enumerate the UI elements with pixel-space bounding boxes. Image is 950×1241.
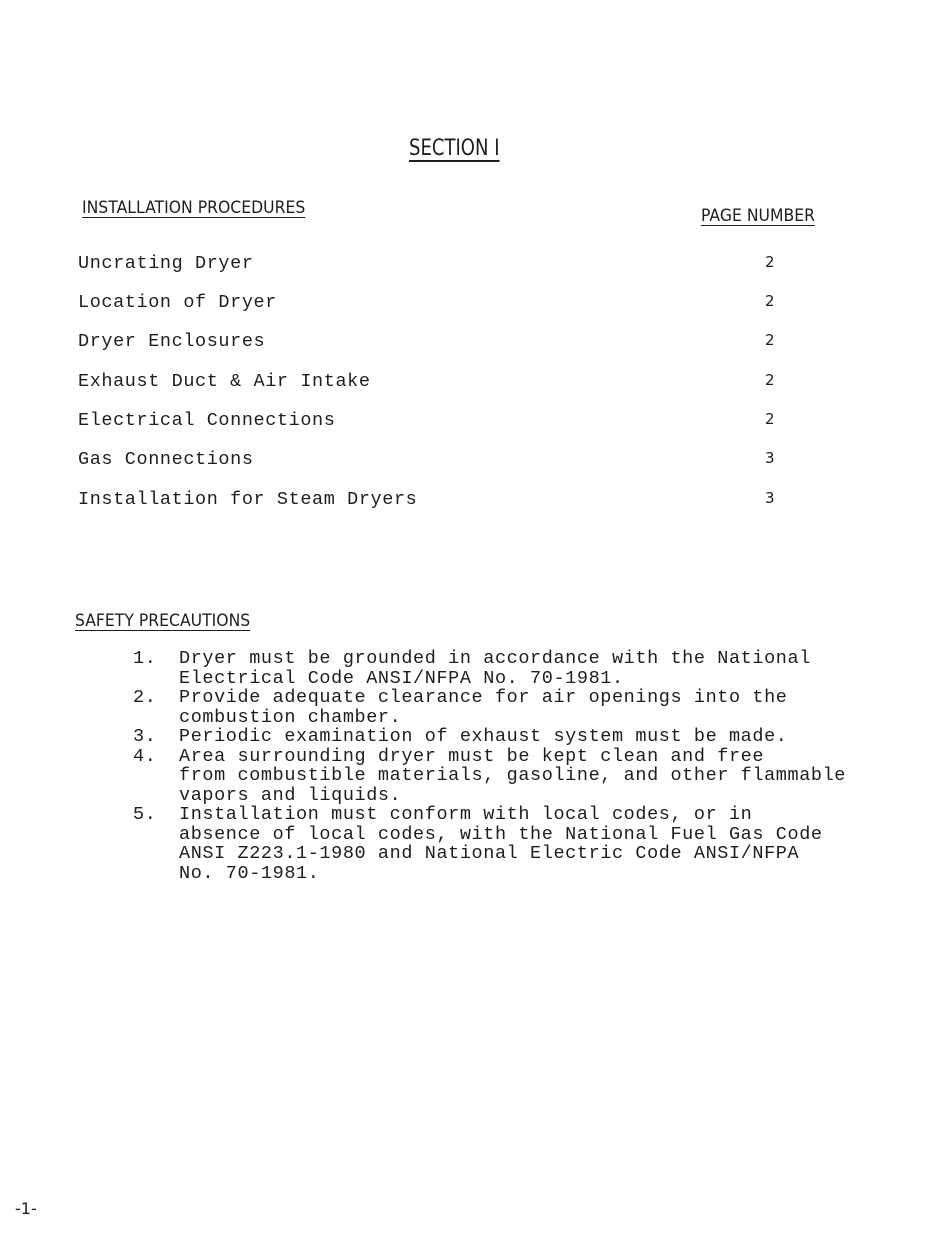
list-item <box>133 747 893 806</box>
page-number-heading: PAGE NUMBER <box>701 206 815 226</box>
safety-list <box>133 649 893 883</box>
toc-label: Gas Connections <box>78 449 254 470</box>
safety-heading: SAFETY PRECAUTIONS <box>75 611 251 631</box>
toc-label: Electrical Connections <box>78 410 336 431</box>
section-title: SECTION I <box>409 136 500 161</box>
toc-label: Installation for Steam Dryers <box>78 489 418 510</box>
toc-label: Exhaust Duct & Air Intake <box>78 371 371 392</box>
list-item <box>133 649 893 688</box>
toc-row <box>78 253 798 277</box>
toc-page: 2 <box>765 292 775 310</box>
toc-page: 2 <box>765 331 775 349</box>
list-item <box>133 805 893 883</box>
toc-page: 3 <box>765 489 775 507</box>
toc-label: Dryer Enclosures <box>78 331 266 352</box>
item-number: 2. <box>133 687 157 708</box>
toc-row <box>78 410 798 434</box>
installation-heading: INSTALLATION PROCEDURES <box>82 198 306 218</box>
list-item <box>133 688 893 727</box>
toc-label: Uncrating Dryer <box>78 253 254 274</box>
item-text: Installation must conform with local codes, or in absence of local codes, with the National Fuel Gas Code ANSI Z223.1-1980 and National Electric Code ANSI/NFPA No. 70-1981. <box>179 804 823 884</box>
item-text: Dryer must be grounded in accordance with the National Electrical Code ANSI/NFPA No. 70-1981. <box>179 648 811 689</box>
item-number: 4. <box>133 745 157 767</box>
toc-row <box>78 449 798 473</box>
toc-page: 3 <box>765 449 775 467</box>
item-text: Provide adequate clearance for air openings into the combustion chamber. <box>179 687 788 728</box>
list-item <box>133 727 893 747</box>
toc-row <box>78 371 798 395</box>
toc-row <box>78 489 798 513</box>
item-text: Area surrounding dryer must be kept clean and free from combustible materials, gasoline, and other flammable vapors and liquids. <box>179 745 847 806</box>
toc-page: 2 <box>765 253 775 271</box>
toc-row <box>78 292 798 316</box>
item-number: 3. <box>133 726 157 747</box>
toc-row <box>78 331 798 355</box>
item-number: 5. <box>133 804 157 825</box>
item-text: Periodic examination of exhaust system must be made. <box>179 726 788 747</box>
toc-page: 2 <box>765 410 775 428</box>
page-number: -1- <box>15 1199 37 1218</box>
toc-page: 2 <box>765 371 775 389</box>
toc-label: Location of Dryer <box>78 292 277 313</box>
item-number: 1. <box>133 648 157 669</box>
